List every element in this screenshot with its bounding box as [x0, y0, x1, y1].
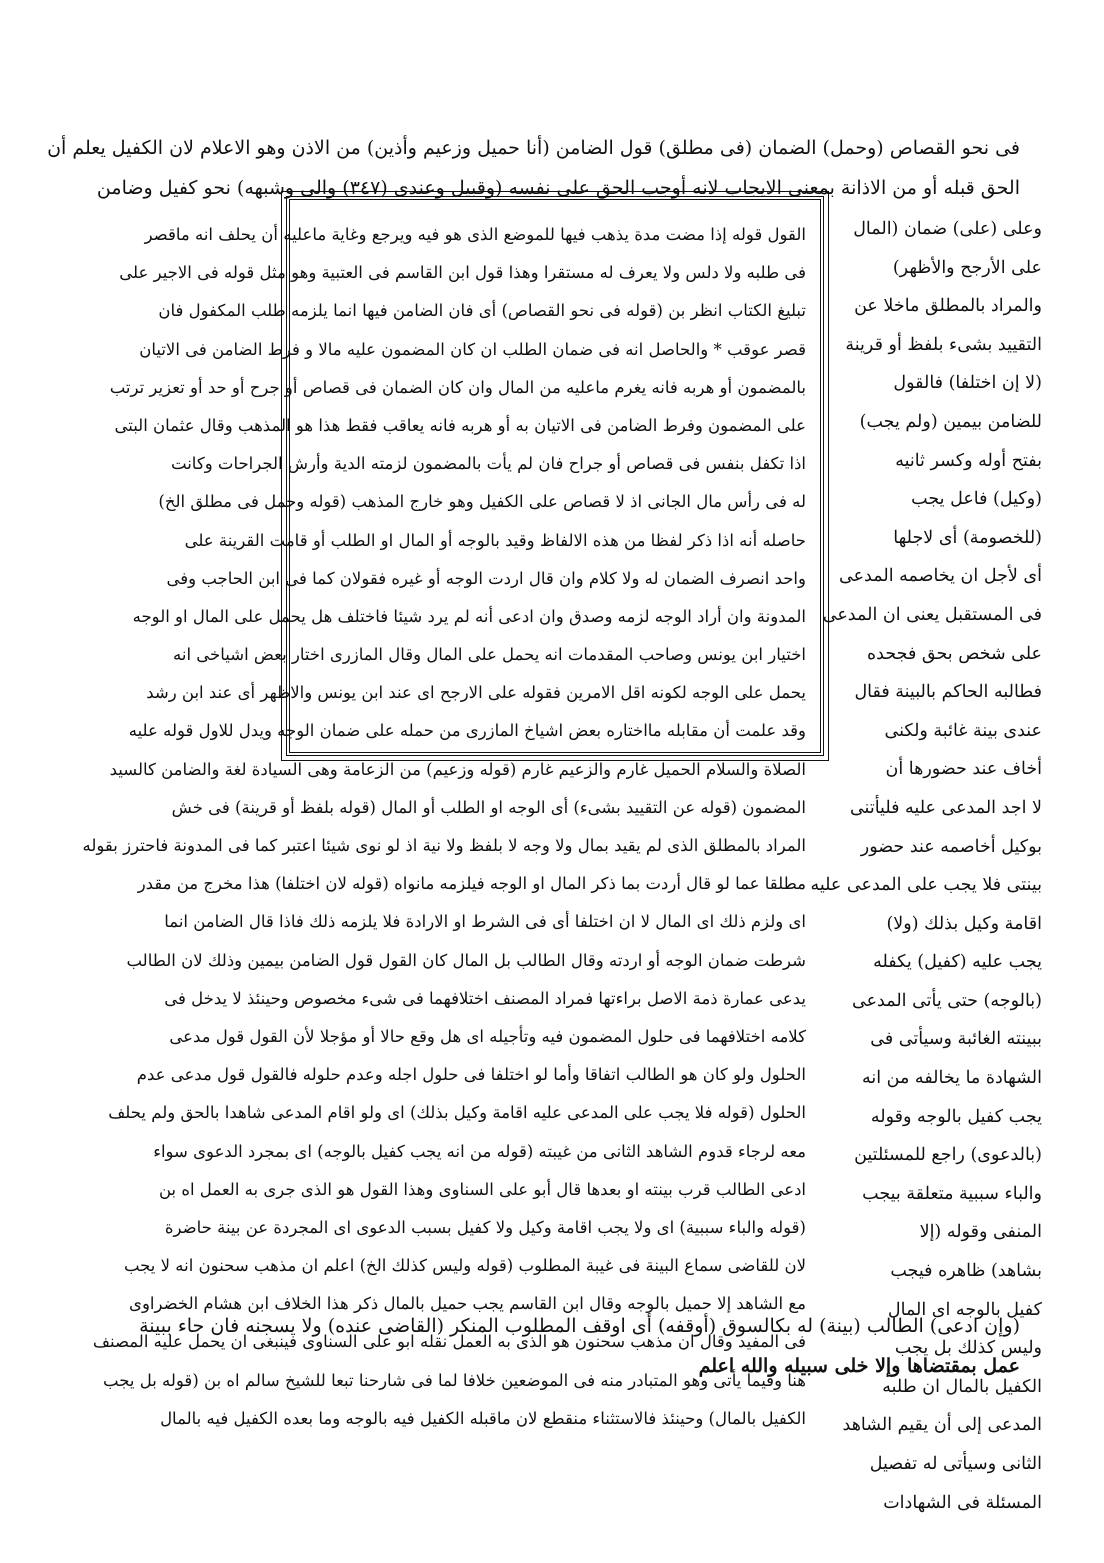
main-text-bottom: [84, 1306, 1020, 1386]
commentary-text: [82, 216, 806, 1438]
frame-line: قصر عوقب * والحاصل انه فى ضمان الطلب ان كان المضمون عليه مالا و فرط الضامن فى الاتيان: [139, 339, 806, 359]
frame-line: مع الشاهد إلا حميل بالوجه وقال ابن القاسم يجب حميل بالمال ذكر هذا الخلاف ابن هشام الخضراوى: [129, 1294, 806, 1314]
frame-line: الحلول (قوله فلا يجب على المدعى عليه اقامة وكيل بذلك) اى ولو اقام المدعى شاهدا بالحق ولم يحلف: [108, 1103, 806, 1123]
margin-line: ببينته الغائبة وسيأتى فى: [870, 1029, 1042, 1050]
margin-line: عندى بينة غائبة ولكنى: [884, 720, 1042, 741]
margin-line: (لا إن اختلفا) فالقول: [893, 373, 1042, 394]
main-text-line: عمل بمقتضاها وإلا خلى سبيله والله اعلم: [698, 1355, 1020, 1377]
margin-line: المدعى إلى أن يقيم الشاهد: [842, 1415, 1042, 1436]
frame-line: اذا تكفل بنفس فى قصاص أو جراح فان لم يأت بالمضمون لزمته الدية وأرش الجراحات وكانت: [171, 454, 806, 474]
margin-line: يجب كفيل بالوجه وقوله: [870, 1106, 1042, 1127]
frame-line: المدونة وان أراد الوجه لزمه وصدق وان ادعى أنه لم يرد شيئا فاختلف هل يحمل على المال او الوجه: [132, 606, 806, 626]
margin-line: والباء سببية متعلقة بيجب: [862, 1183, 1042, 1204]
frame-line: لان للقاضى سماع البينة فى غيبة المطلوب (قوله وليس كذلك الخ) اعلم ان مذهب سحنون انه لا يجب: [123, 1256, 806, 1276]
margin-line: التقييد بشىء بلفظ أو قرينة: [845, 334, 1042, 355]
main-text-line: فى نحو القصاص (وحمل) الضمان (فى مطلق) قول الضامن (أنا حميل وزعيم وأذين) من الاذن وهو الاعلام لان الكفيل يعلم أن: [47, 137, 1020, 159]
margin-line: أخاف عند حضورها أن: [885, 759, 1042, 780]
margin-line: كفيل بالوجه اى المال: [887, 1299, 1042, 1320]
frame-line: اختيار ابن يونس وصاحب المقدمات انه يحمل على المال وقال المازرى اختار بعض اشياخى انه: [173, 645, 806, 665]
frame-line: تبليغ الكتاب انظر بن (قوله فى نحو القصاص) أى فان الضامن فيها انما يلزمه طلب المكفول فان: [158, 301, 806, 321]
margin-line: للضامن بيمين (ولم يجب): [859, 411, 1042, 432]
margin-line: لا اجد المدعى عليه فليأتنى: [849, 797, 1042, 818]
main-text-line: (وإن ادعى) الطالب (بينة) له بكالسوق (أوقفه) أى اوقف المطلوب المنكر (القاضى عنده) ولا يسجنه فان جاء ببينة: [139, 1315, 1020, 1337]
frame-line: الكفيل بالمال) وحينئذ فالاستثناء منقطع لان ماقبله الكفيل فيه بالوجه وما بعده الكفيل فيه بالمال: [160, 1408, 806, 1428]
frame-line: على المضمون وفرط الضامن فى الاتيان به أو هربه فانه يعاقب فقط هذا هو المذهب وقال عثمان البتى: [114, 415, 806, 435]
frame-line: القول قوله إذا مضت مدة يذهب فيها للموضع الذى هو فيه ويرجع وغاية ماعليه أن يحلف انه ماقصر: [144, 225, 806, 244]
frame-line: مطلقا عما لو قال أردت بما ذكر المال او الوجه فيلزمه مانواه (قوله لان اختلفا) هذا مخرج من مقدر: [137, 874, 806, 894]
frame-line: معه لرجاء قدوم الشاهد الثانى من غيبته (قوله من انه يجب كفيل بالوجه) اى بمجرد الدعوى سواء: [153, 1141, 806, 1161]
margin-line: المنفى وقوله (إلا: [919, 1222, 1042, 1243]
frame-line: فى المفيد وقال ان مذهب سحنون هو الذى به العمل نقله ابو على السناوى فينبغى ان يحمل عليه المصنف: [92, 1332, 806, 1352]
frame-line: الصلاة والسلام الحميل غارم والزعيم غارم (قوله وزعيم) من الزعامة وهى السيادة لغة والضامن كالسيد: [109, 759, 806, 779]
frame-line: حاصله أنه اذا ذكر لفظا من هذه الالفاظ وقيد بالوجه أو المال او الطلب أو قامت القرينة على: [184, 530, 806, 550]
margin-line: (بالدعوى) راجع للمسئلتين: [854, 1145, 1042, 1166]
margin-line: المسئلة فى الشهادات: [883, 1492, 1042, 1513]
frame-line: شرطت ضمان الوجه أو اردته وقال الطالب بل المال كان القول قول الضامن بيمين وذلك لان الطالب: [126, 950, 806, 970]
frame-line: اى ولزم ذلك اى المال لا ان اختلفا أى فى الشرط او الارادة فلا يلزمه ذلك فاذا قال الضامن انما: [164, 912, 806, 932]
margin-line: الشهادة ما يخالفه من انه: [862, 1068, 1042, 1089]
frame-line: المراد بالمطلق الذى لم يقيد بمال ولا وجه لا بلفظ ولا نية اذ لو نوى شيئا اعتبر كما فى المدونة فاحترز بقوله: [82, 836, 806, 855]
frame-line: ادعى الطالب قرب بينته او بعدها قال أبو على السناوى وهذا القول هو الذى جرى به العمل اه بن: [158, 1179, 806, 1199]
margin-line: الكفيل بالمال ان طلبه: [882, 1376, 1042, 1397]
margin-line: على الأرجح والأظهر): [892, 257, 1042, 278]
frame-line: المضمون (قوله عن التقييد بشىء) أى الوجه او الطلب أو المال (قوله بلفظ أو قرينة) فى خش: [171, 797, 806, 817]
margin-line: بوكيل أخاصمه عند حضور: [860, 836, 1042, 857]
margin-line: على شخص بحق فجحده: [867, 643, 1042, 664]
frame-line: بالمضمون أو هربه فانه يغرم ماعليه من المال وان كان الضمان فى قصاص أو جرح أو حد أو تعزير ترتب: [109, 377, 806, 397]
frame-line: كلامه اختلافهما فى حلول المضمون فيه وتأجيله اى هل وقع حالا أو مؤجلا لأن القول قول مدعى: [169, 1026, 806, 1046]
frame-line: (قوله والباء سببية) اى ولا يجب اقامة وكيل ولا كفيل بسبب الدعوى اى المجردة عن بينة حاضرة: [164, 1217, 806, 1237]
margin-line: بفتح أوله وكسر ثانيه: [895, 450, 1042, 471]
main-text-line: الحق قبله أو من الاذانة بمعنى الايجاب لانه أوجب الحق على نفسه (وقبيل وعندى (٣٤٧) والى وشبهه) نحو كفيل وضامن: [96, 177, 1020, 199]
margin-line: والمراد بالمطلق ماخلا عن: [854, 296, 1042, 317]
margin-line: أى لأجل ان يخاصمه المدعى: [839, 566, 1042, 587]
margin-line: وعلى (على) ضمان (المال: [853, 219, 1042, 239]
margin-line: (بالوجه) حتى يأتى المدعى: [852, 990, 1042, 1011]
margin-line: فى المستقبل يعنى ان المدعى: [822, 604, 1042, 625]
frame-line: يحمل على الوجه لكونه اقل الامرين فقوله على الارجح اى عند ابن يونس والاظهر أى عند ابن رشد: [146, 683, 806, 703]
margin-line: بشاهد) ظاهره فيجب: [890, 1261, 1042, 1282]
margin-line: (للخصومة) أى لاجلها: [893, 527, 1042, 548]
margin-line: اقامة وكيل بذلك (ولا): [886, 913, 1042, 934]
frame-line: فى طلبه ولا دلس ولا يعرف له مستقرا وهذا قول ابن القاسم فى العتبية وهو مثل قوله فى الاجير على: [119, 263, 806, 283]
frame-line: وقد علمت أن مقابله مااختاره بعض اشياخ المازرى من حمله على ضمان الوجه ويدل للاول قوله عليه: [128, 721, 806, 741]
margin-line: وليس كذلك بل يجب: [894, 1338, 1042, 1359]
margin-line: الثانى وسيأتى له تفصيل: [869, 1454, 1042, 1474]
frame-line: له فى رأس مال الجانى اذ لا قصاص على الكفيل وهو خارج المذهب (قوله وحمل فى مطلق الخ): [158, 492, 806, 512]
frame-line: يدعى عمارة ذمة الاصل براءتها فمراد المصنف اختلافهما فى شىء مخصوص وحينئذ لا يدخل فى: [164, 988, 806, 1008]
margin-line: يجب عليه (كفيل) يكفله: [873, 952, 1042, 973]
frame-line: هنا وفيما يأتى وهو المتبادر منه فى الموضعين خلافا لما فى شارحنا تبعا للشيخ سالم اه بن (قوله بل يجب: [103, 1370, 806, 1390]
frame-line: واحد انصرف الضمان له ولا كلام وان قال اردت الوجه أو غيره فقولان كما فى ابن الحاجب وفى: [166, 568, 806, 588]
margin-line: فطالبه الحاكم بالبينة فقال: [854, 682, 1042, 703]
margin-line: بينتى فلا يجب على المدعى عليه: [810, 875, 1042, 896]
margin-line: (وكيل) فاعل يجب: [911, 489, 1042, 510]
frame-line: الحلول ولو كان هو الطالب اتفاقا وأما لو اختلفا فى حلول اجله وعدم حلوله فالقول قول مدعى عدم: [136, 1065, 806, 1085]
